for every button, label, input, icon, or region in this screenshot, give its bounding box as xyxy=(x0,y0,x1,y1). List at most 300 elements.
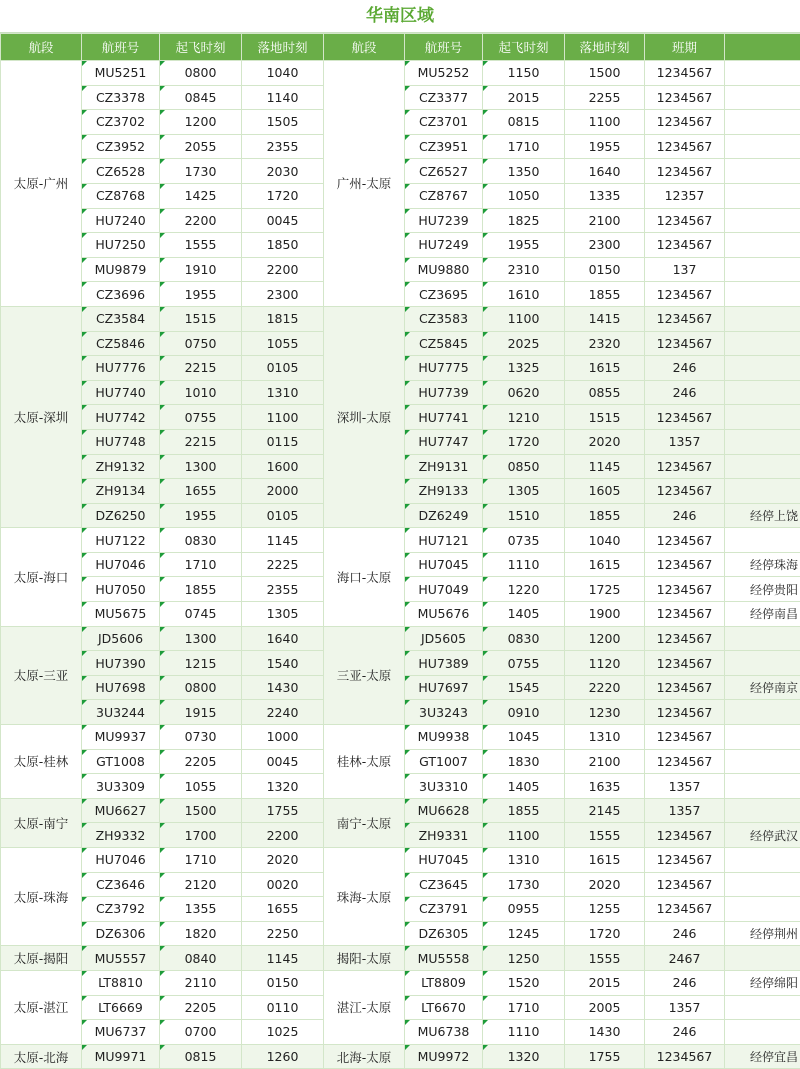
stopover-note xyxy=(725,134,800,159)
schedule-days: 1234567 xyxy=(645,208,725,233)
outbound-arrival-time: 1310 xyxy=(242,380,324,405)
return-flight-number: HU7045 xyxy=(405,848,483,873)
outbound-departure-time: 2205 xyxy=(160,995,242,1020)
return-arrival-time: 2100 xyxy=(565,208,645,233)
return-arrival-time: 2005 xyxy=(565,995,645,1020)
schedule-days: 1234567 xyxy=(645,700,725,725)
stopover-note xyxy=(725,233,800,258)
return-arrival-time: 2300 xyxy=(565,233,645,258)
header-cell: 班期 xyxy=(645,34,725,61)
schedule-days: 1234567 xyxy=(645,552,725,577)
return-flight-number: MU5676 xyxy=(405,602,483,627)
outbound-route: 太原-桂林 xyxy=(1,725,82,799)
stopover-note xyxy=(725,651,800,676)
return-arrival-time: 1430 xyxy=(565,1020,645,1045)
outbound-departure-time: 1955 xyxy=(160,503,242,528)
return-route: 广州-太原 xyxy=(324,61,405,307)
outbound-flight-number: DZ6250 xyxy=(82,503,160,528)
outbound-departure-time: 0730 xyxy=(160,725,242,750)
outbound-departure-time: 1820 xyxy=(160,921,242,946)
outbound-arrival-time: 1055 xyxy=(242,331,324,356)
outbound-departure-time: 1855 xyxy=(160,577,242,602)
return-departure-time: 1100 xyxy=(483,306,565,331)
table-row xyxy=(1,970,800,995)
outbound-flight-number: ZH9332 xyxy=(82,823,160,848)
return-arrival-time: 1200 xyxy=(565,626,645,651)
return-arrival-time: 1615 xyxy=(565,356,645,381)
return-arrival-time: 2015 xyxy=(565,970,645,995)
outbound-arrival-time: 0020 xyxy=(242,872,324,897)
outbound-flight-number: LT8810 xyxy=(82,970,160,995)
return-flight-number: ZH9133 xyxy=(405,479,483,504)
schedule-days: 1234567 xyxy=(645,1044,725,1069)
stopover-note xyxy=(725,159,800,184)
return-departure-time: 2025 xyxy=(483,331,565,356)
outbound-departure-time: 2200 xyxy=(160,208,242,233)
outbound-arrival-time: 1260 xyxy=(242,1044,324,1069)
outbound-arrival-time: 1040 xyxy=(242,61,324,86)
stopover-note: 经停南昌 xyxy=(725,602,800,627)
return-departure-time: 1110 xyxy=(483,1020,565,1045)
return-arrival-time: 2100 xyxy=(565,749,645,774)
outbound-flight-number: CZ3792 xyxy=(82,897,160,922)
table-row xyxy=(1,306,800,331)
table-row xyxy=(1,848,800,873)
outbound-arrival-time: 1145 xyxy=(242,946,324,971)
header-cell xyxy=(725,34,800,61)
return-departure-time: 0830 xyxy=(483,626,565,651)
header-cell: 航班号 xyxy=(405,34,483,61)
outbound-departure-time: 1710 xyxy=(160,552,242,577)
return-route: 珠海-太原 xyxy=(324,848,405,946)
schedule-days: 2467 xyxy=(645,946,725,971)
header-cell: 航段 xyxy=(1,34,82,61)
stopover-note xyxy=(725,282,800,307)
outbound-departure-time: 1215 xyxy=(160,651,242,676)
outbound-arrival-time: 0115 xyxy=(242,429,324,454)
return-flight-number: HU7121 xyxy=(405,528,483,553)
outbound-departure-time: 1915 xyxy=(160,700,242,725)
return-departure-time: 1545 xyxy=(483,675,565,700)
stopover-note xyxy=(725,700,800,725)
outbound-arrival-time: 0150 xyxy=(242,970,324,995)
return-route: 湛江-太原 xyxy=(324,970,405,1044)
return-route: 揭阳-太原 xyxy=(324,946,405,971)
table-row xyxy=(1,1044,800,1069)
outbound-flight-number: HU7250 xyxy=(82,233,160,258)
schedule-days: 1234567 xyxy=(645,405,725,430)
outbound-departure-time: 2215 xyxy=(160,429,242,454)
return-flight-number: HU7389 xyxy=(405,651,483,676)
return-flight-number: MU9972 xyxy=(405,1044,483,1069)
return-flight-number: HU7741 xyxy=(405,405,483,430)
outbound-arrival-time: 1320 xyxy=(242,774,324,799)
return-departure-time: 1310 xyxy=(483,848,565,873)
outbound-flight-number: HU7122 xyxy=(82,528,160,553)
outbound-arrival-time: 1430 xyxy=(242,675,324,700)
schedule-days: 246 xyxy=(645,503,725,528)
return-departure-time: 2015 xyxy=(483,85,565,110)
return-flight-number: CZ3791 xyxy=(405,897,483,922)
outbound-arrival-time: 0105 xyxy=(242,356,324,381)
return-departure-time: 1150 xyxy=(483,61,565,86)
header-row xyxy=(1,34,800,61)
return-route: 南宁-太原 xyxy=(324,798,405,847)
return-flight-number: HU7239 xyxy=(405,208,483,233)
stopover-note xyxy=(725,479,800,504)
outbound-departure-time: 1500 xyxy=(160,798,242,823)
schedule-days: 1234567 xyxy=(645,454,725,479)
stopover-note xyxy=(725,626,800,651)
outbound-departure-time: 0800 xyxy=(160,61,242,86)
schedule-days: 246 xyxy=(645,970,725,995)
return-departure-time: 1830 xyxy=(483,749,565,774)
schedule-days: 1234567 xyxy=(645,626,725,651)
schedule-days: 12357 xyxy=(645,183,725,208)
stopover-note: 经停绵阳 xyxy=(725,970,800,995)
return-flight-number: MU6738 xyxy=(405,1020,483,1045)
outbound-arrival-time: 1505 xyxy=(242,110,324,135)
outbound-flight-number: CZ3646 xyxy=(82,872,160,897)
outbound-departure-time: 1055 xyxy=(160,774,242,799)
outbound-flight-number: MU5557 xyxy=(82,946,160,971)
schedule-days: 1357 xyxy=(645,774,725,799)
outbound-route: 太原-湛江 xyxy=(1,970,82,1044)
return-arrival-time: 1555 xyxy=(565,823,645,848)
stopover-note: 经停上饶 xyxy=(725,503,800,528)
return-flight-number: HU7775 xyxy=(405,356,483,381)
return-flight-number: CZ3377 xyxy=(405,85,483,110)
return-departure-time: 1250 xyxy=(483,946,565,971)
schedule-days: 1234567 xyxy=(645,897,725,922)
return-arrival-time: 2020 xyxy=(565,429,645,454)
table-row xyxy=(1,798,800,823)
return-flight-number: CZ8767 xyxy=(405,183,483,208)
stopover-note: 经停珠海 xyxy=(725,552,800,577)
outbound-flight-number: HU7698 xyxy=(82,675,160,700)
schedule-days: 1234567 xyxy=(645,823,725,848)
schedule-days: 1234567 xyxy=(645,159,725,184)
return-arrival-time: 1555 xyxy=(565,946,645,971)
outbound-flight-number: MU5675 xyxy=(82,602,160,627)
stopover-note xyxy=(725,995,800,1020)
outbound-route: 太原-珠海 xyxy=(1,848,82,946)
return-departure-time: 1325 xyxy=(483,356,565,381)
return-departure-time: 1305 xyxy=(483,479,565,504)
stopover-note xyxy=(725,872,800,897)
return-flight-number: 3U3243 xyxy=(405,700,483,725)
outbound-arrival-time: 1000 xyxy=(242,725,324,750)
return-flight-number: CZ3695 xyxy=(405,282,483,307)
outbound-departure-time: 2120 xyxy=(160,872,242,897)
return-flight-number: CZ3583 xyxy=(405,306,483,331)
outbound-arrival-time: 2000 xyxy=(242,479,324,504)
outbound-departure-time: 1555 xyxy=(160,233,242,258)
return-flight-number: LT8809 xyxy=(405,970,483,995)
stopover-note xyxy=(725,331,800,356)
outbound-departure-time: 2110 xyxy=(160,970,242,995)
return-arrival-time: 2255 xyxy=(565,85,645,110)
return-route: 北海-太原 xyxy=(324,1044,405,1069)
stopover-note: 经停南京 xyxy=(725,675,800,700)
return-flight-number: MU5558 xyxy=(405,946,483,971)
outbound-arrival-time: 2250 xyxy=(242,921,324,946)
outbound-flight-number: CZ3696 xyxy=(82,282,160,307)
outbound-flight-number: HU7742 xyxy=(82,405,160,430)
return-arrival-time: 0150 xyxy=(565,257,645,282)
page-title: 华南区域 xyxy=(0,0,800,33)
outbound-flight-number: CZ5846 xyxy=(82,331,160,356)
schedule-days: 246 xyxy=(645,1020,725,1045)
outbound-departure-time: 1655 xyxy=(160,479,242,504)
outbound-flight-number: GT1008 xyxy=(82,749,160,774)
outbound-route: 太原-南宁 xyxy=(1,798,82,847)
return-departure-time: 1050 xyxy=(483,183,565,208)
table-body xyxy=(1,61,800,1069)
schedule-days: 1234567 xyxy=(645,577,725,602)
schedule-days: 1234567 xyxy=(645,479,725,504)
return-departure-time: 2310 xyxy=(483,257,565,282)
outbound-flight-number: ZH9132 xyxy=(82,454,160,479)
outbound-arrival-time: 2200 xyxy=(242,823,324,848)
stopover-note xyxy=(725,356,800,381)
table-row xyxy=(1,528,800,553)
return-arrival-time: 1145 xyxy=(565,454,645,479)
return-flight-number: DZ6305 xyxy=(405,921,483,946)
outbound-arrival-time: 0045 xyxy=(242,749,324,774)
stopover-note xyxy=(725,454,800,479)
return-arrival-time: 1040 xyxy=(565,528,645,553)
outbound-flight-number: LT6669 xyxy=(82,995,160,1020)
schedule-days: 1234567 xyxy=(645,282,725,307)
schedule-days: 1234567 xyxy=(645,749,725,774)
outbound-flight-number: HU7740 xyxy=(82,380,160,405)
outbound-departure-time: 1710 xyxy=(160,848,242,873)
schedule-days: 1234567 xyxy=(645,134,725,159)
return-flight-number: CZ6527 xyxy=(405,159,483,184)
return-flight-number: 3U3310 xyxy=(405,774,483,799)
stopover-note xyxy=(725,208,800,233)
return-flight-number: HU7045 xyxy=(405,552,483,577)
schedule-days: 246 xyxy=(645,356,725,381)
outbound-arrival-time: 2240 xyxy=(242,700,324,725)
outbound-flight-number: CZ6528 xyxy=(82,159,160,184)
return-departure-time: 1405 xyxy=(483,602,565,627)
stopover-note xyxy=(725,380,800,405)
outbound-departure-time: 0800 xyxy=(160,675,242,700)
return-arrival-time: 1900 xyxy=(565,602,645,627)
outbound-flight-number: CZ3378 xyxy=(82,85,160,110)
stopover-note xyxy=(725,725,800,750)
outbound-flight-number: HU7390 xyxy=(82,651,160,676)
outbound-route: 太原-三亚 xyxy=(1,626,82,724)
header-cell: 落地时刻 xyxy=(242,34,324,61)
table-row xyxy=(1,626,800,651)
return-arrival-time: 1120 xyxy=(565,651,645,676)
return-departure-time: 1350 xyxy=(483,159,565,184)
return-flight-number: HU7049 xyxy=(405,577,483,602)
schedule-days: 1234567 xyxy=(645,872,725,897)
return-flight-number: DZ6249 xyxy=(405,503,483,528)
outbound-arrival-time: 1850 xyxy=(242,233,324,258)
return-flight-number: ZH9331 xyxy=(405,823,483,848)
outbound-arrival-time: 1600 xyxy=(242,454,324,479)
return-departure-time: 1855 xyxy=(483,798,565,823)
schedule-days: 246 xyxy=(645,921,725,946)
schedule-days: 1234567 xyxy=(645,651,725,676)
outbound-departure-time: 1010 xyxy=(160,380,242,405)
schedule-days: 1234567 xyxy=(645,61,725,86)
outbound-departure-time: 1955 xyxy=(160,282,242,307)
outbound-route: 太原-深圳 xyxy=(1,306,82,527)
return-arrival-time: 1230 xyxy=(565,700,645,725)
outbound-flight-number: HU7776 xyxy=(82,356,160,381)
outbound-departure-time: 1515 xyxy=(160,306,242,331)
return-flight-number: JD5605 xyxy=(405,626,483,651)
stopover-note xyxy=(725,183,800,208)
return-flight-number: LT6670 xyxy=(405,995,483,1020)
return-arrival-time: 1640 xyxy=(565,159,645,184)
return-arrival-time: 1515 xyxy=(565,405,645,430)
return-departure-time: 1245 xyxy=(483,921,565,946)
outbound-flight-number: CZ3702 xyxy=(82,110,160,135)
outbound-arrival-time: 2300 xyxy=(242,282,324,307)
return-departure-time: 1405 xyxy=(483,774,565,799)
return-flight-number: CZ5845 xyxy=(405,331,483,356)
header-cell: 航班号 xyxy=(82,34,160,61)
outbound-flight-number: CZ8768 xyxy=(82,183,160,208)
outbound-arrival-time: 2200 xyxy=(242,257,324,282)
table-row xyxy=(1,725,800,750)
header-cell: 落地时刻 xyxy=(565,34,645,61)
return-flight-number: CZ3645 xyxy=(405,872,483,897)
return-flight-number: GT1007 xyxy=(405,749,483,774)
outbound-route: 太原-北海 xyxy=(1,1044,82,1069)
return-departure-time: 1610 xyxy=(483,282,565,307)
return-arrival-time: 1635 xyxy=(565,774,645,799)
schedule-days: 246 xyxy=(645,380,725,405)
return-departure-time: 1710 xyxy=(483,995,565,1020)
outbound-arrival-time: 1655 xyxy=(242,897,324,922)
outbound-flight-number: MU9971 xyxy=(82,1044,160,1069)
return-departure-time: 1220 xyxy=(483,577,565,602)
return-arrival-time: 2020 xyxy=(565,872,645,897)
flight-schedule-table xyxy=(0,33,800,1069)
return-arrival-time: 1720 xyxy=(565,921,645,946)
schedule-days: 1357 xyxy=(645,798,725,823)
return-flight-number: MU9938 xyxy=(405,725,483,750)
return-route: 深圳-太原 xyxy=(324,306,405,527)
return-departure-time: 1730 xyxy=(483,872,565,897)
return-departure-time: 1045 xyxy=(483,725,565,750)
schedule-days: 1234567 xyxy=(645,848,725,873)
header-cell: 起飞时刻 xyxy=(160,34,242,61)
outbound-arrival-time: 0110 xyxy=(242,995,324,1020)
outbound-departure-time: 1200 xyxy=(160,110,242,135)
return-flight-number: HU7739 xyxy=(405,380,483,405)
outbound-departure-time: 0815 xyxy=(160,1044,242,1069)
stopover-note xyxy=(725,405,800,430)
return-flight-number: MU5252 xyxy=(405,61,483,86)
return-departure-time: 0955 xyxy=(483,897,565,922)
return-departure-time: 0735 xyxy=(483,528,565,553)
return-arrival-time: 1310 xyxy=(565,725,645,750)
return-departure-time: 1100 xyxy=(483,823,565,848)
return-arrival-time: 1615 xyxy=(565,848,645,873)
stopover-note xyxy=(725,774,800,799)
outbound-arrival-time: 2020 xyxy=(242,848,324,873)
schedule-days: 1357 xyxy=(645,429,725,454)
return-flight-number: MU6628 xyxy=(405,798,483,823)
schedule-days: 1234567 xyxy=(645,528,725,553)
schedule-days: 1234567 xyxy=(645,725,725,750)
outbound-flight-number: HU7748 xyxy=(82,429,160,454)
return-route: 海口-太原 xyxy=(324,528,405,626)
table-row xyxy=(1,946,800,971)
return-arrival-time: 1615 xyxy=(565,552,645,577)
outbound-flight-number: DZ6306 xyxy=(82,921,160,946)
outbound-departure-time: 0750 xyxy=(160,331,242,356)
stopover-note xyxy=(725,528,800,553)
stopover-note xyxy=(725,306,800,331)
header-cell: 航段 xyxy=(324,34,405,61)
return-departure-time: 0850 xyxy=(483,454,565,479)
return-departure-time: 1825 xyxy=(483,208,565,233)
outbound-flight-number: MU9879 xyxy=(82,257,160,282)
return-arrival-time: 1500 xyxy=(565,61,645,86)
stopover-note: 经停宜昌 xyxy=(725,1044,800,1069)
outbound-flight-number: ZH9134 xyxy=(82,479,160,504)
stopover-note xyxy=(725,946,800,971)
schedule-days: 1234567 xyxy=(645,233,725,258)
schedule-days: 1234567 xyxy=(645,602,725,627)
outbound-flight-number: MU5251 xyxy=(82,61,160,86)
outbound-departure-time: 0745 xyxy=(160,602,242,627)
return-flight-number: CZ3701 xyxy=(405,110,483,135)
return-departure-time: 0910 xyxy=(483,700,565,725)
outbound-departure-time: 0700 xyxy=(160,1020,242,1045)
outbound-arrival-time: 1640 xyxy=(242,626,324,651)
outbound-flight-number: HU7240 xyxy=(82,208,160,233)
stopover-note xyxy=(725,257,800,282)
return-arrival-time: 1100 xyxy=(565,110,645,135)
return-departure-time: 1520 xyxy=(483,970,565,995)
return-arrival-time: 2145 xyxy=(565,798,645,823)
outbound-arrival-time: 1305 xyxy=(242,602,324,627)
stopover-note xyxy=(725,897,800,922)
outbound-departure-time: 0755 xyxy=(160,405,242,430)
outbound-arrival-time: 1025 xyxy=(242,1020,324,1045)
outbound-flight-number: CZ3952 xyxy=(82,134,160,159)
outbound-departure-time: 1300 xyxy=(160,454,242,479)
outbound-flight-number: CZ3584 xyxy=(82,306,160,331)
return-flight-number: HU7697 xyxy=(405,675,483,700)
stopover-note xyxy=(725,429,800,454)
outbound-departure-time: 1355 xyxy=(160,897,242,922)
outbound-arrival-time: 0105 xyxy=(242,503,324,528)
outbound-arrival-time: 1140 xyxy=(242,85,324,110)
outbound-flight-number: HU7046 xyxy=(82,848,160,873)
stopover-note: 经停贵阳 xyxy=(725,577,800,602)
outbound-flight-number: 3U3309 xyxy=(82,774,160,799)
return-departure-time: 1110 xyxy=(483,552,565,577)
outbound-route: 太原-海口 xyxy=(1,528,82,626)
outbound-flight-number: JD5606 xyxy=(82,626,160,651)
return-departure-time: 1320 xyxy=(483,1044,565,1069)
outbound-arrival-time: 1755 xyxy=(242,798,324,823)
stopover-note: 经停武汉 xyxy=(725,823,800,848)
return-departure-time: 1710 xyxy=(483,134,565,159)
